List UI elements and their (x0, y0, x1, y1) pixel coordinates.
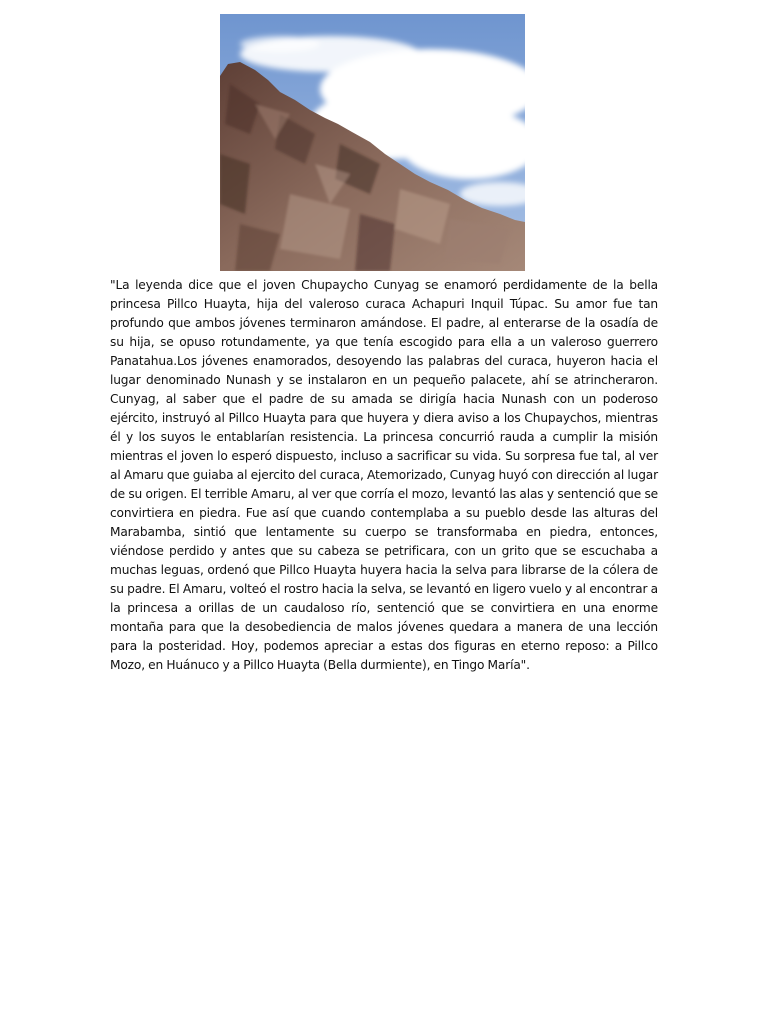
legend-paragraph: "La leyenda dice que el joven Chupaycho Cunyag se enamoró perdidamente de la bella princesa Pillco Huayta, hija del valeroso curaca Achapuri Inquil Túpac. Su amor fue tan profundo que ambos jóvenes terminaron amándose. El padre, al enterarse de la osadía de su hija, se opuso rotundamente, ya que tenía escogido para ella a un valeroso guerrero Panatahua.Los jóvenes enamorados, desoyendo las palabras del curaca, huyeron hacia el lugar denominado Nunash y se instalaron en un pequeño palacete, ahí se atrincheraron. Cunyag, al saber que el padre de su amada se dirigía hacia Nunash con un poderoso ejército, instruyó al Pillco Huayta para que huyera y diera aviso a los Chupaychos, mientras él y los suyos le entablarían resistencia. La princesa concurrió rauda a cumplir la misión mientras el joven lo esperó dispuesto, incluso a sacrificar su vida. Su sorpresa fue tal, al ver al Amaru que guiaba al ejercito del curaca, Atemorizado, Cunyag huyó con dirección al lugar de su origen. El terrible Amaru, al ver que corría el mozo, levantó las alas y sentenció que se convirtiera en piedra. Fue así que cuando contemplaba a su pueblo desde las alturas del Marabamba, sintió que lentamente su cuerpo se transformaba en piedra, entonces, viéndose perdido y antes que su cabeza se petrificara, con un grito que se escuchaba a muchas leguas, ordenó que Pillco Huayta huyera hacia la selva para librarse de la cólera de su padre. El Amaru, volteó el rostro hacia la selva, se levantó en ligero vuelo y al encontrar a la princesa a orillas de un caudaloso río, sentenció que se convirtiera en una enorme montaña para que la desobediencia de malos jóvenes quedara a manera de una lección para la posteridad. Hoy, podemos apreciar a estas dos figuras en eterno reposo: a Pillco Mozo, en Huánuco y a Pillco Huayta (Bella durmiente), en Tingo María". (110, 278, 658, 672)
cliff-photo (220, 14, 525, 271)
